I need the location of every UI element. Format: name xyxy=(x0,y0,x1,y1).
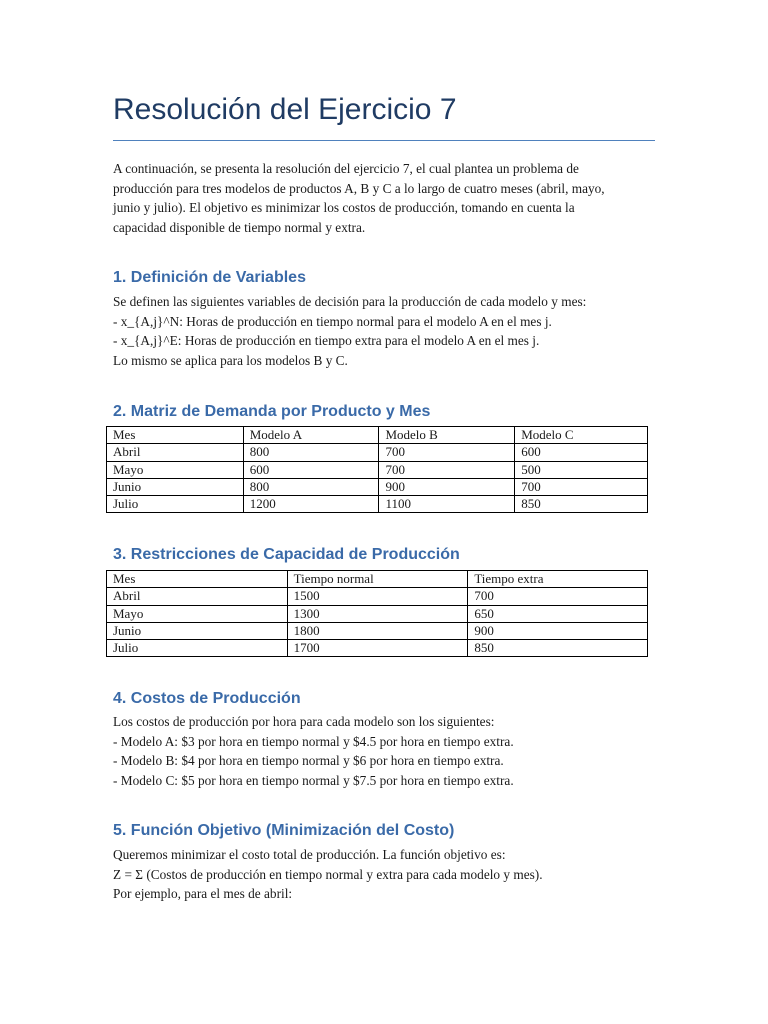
section-4-line: - Modelo A: $3 por hora en tiempo normal y $4.5 por hora en tiempo extra. xyxy=(113,733,514,749)
table-header-row xyxy=(107,571,648,588)
section-5-line: Z = Σ (Costos de producción en tiempo normal y extra para cada modelo y mes). xyxy=(113,866,543,882)
table-row xyxy=(107,444,648,461)
table-cell: Mayo xyxy=(107,605,288,622)
table-cell: 700 xyxy=(515,478,648,495)
table-cell: 1100 xyxy=(379,496,515,513)
table-row xyxy=(107,640,648,657)
table-cell: 500 xyxy=(515,461,648,478)
table-cell: Julio xyxy=(107,496,244,513)
intro-paragraph xyxy=(113,159,653,237)
section-4-line: - Modelo C: $5 por hora en tiempo normal y $7.5 por hora en tiempo extra. xyxy=(113,772,514,788)
capacity-table xyxy=(106,570,648,657)
header-cell: Modelo B xyxy=(379,427,515,444)
section-1-line: - x_{A,j}^E: Horas de producción en tiempo extra para el modelo A en el mes j. xyxy=(113,333,540,348)
section-1-heading: 1. Definición de Variables xyxy=(113,269,306,286)
table-cell: 900 xyxy=(468,622,648,639)
header-cell: Mes xyxy=(107,571,288,588)
table-cell: 650 xyxy=(468,605,648,622)
table-cell: Mayo xyxy=(107,461,244,478)
document-title: Resolución del Ejercicio 7 xyxy=(113,92,655,141)
section-5-body xyxy=(113,845,653,904)
section-1-line: - x_{A,j}^N: Horas de producción en tiempo normal para el modelo A en el mes j. xyxy=(113,313,552,329)
header-cell: Tiempo normal xyxy=(287,571,468,588)
demand-table xyxy=(106,426,648,513)
table-cell: 700 xyxy=(468,588,648,605)
table-cell: Junio xyxy=(107,478,244,495)
intro-line: producción para tres modelos de productos A, B y C a lo largo de cuatro meses (abril, mayo, xyxy=(113,180,605,196)
table-cell: 1200 xyxy=(243,496,379,513)
section-4-body xyxy=(113,712,653,790)
section-1-body xyxy=(113,292,653,370)
intro-line: capacidad disponible de tiempo normal y extra. xyxy=(113,219,366,235)
section-5-line: Por ejemplo, para el mes de abril: xyxy=(113,886,293,901)
table-cell: 1700 xyxy=(287,640,468,657)
table-cell: 850 xyxy=(515,496,648,513)
table-cell: 800 xyxy=(243,444,379,461)
header-cell: Tiempo extra xyxy=(468,571,648,588)
table-cell: 900 xyxy=(379,478,515,495)
table-header-row xyxy=(107,427,648,444)
table-row xyxy=(107,622,648,639)
header-cell: Mes xyxy=(107,427,244,444)
section-1-line: Se definen las siguientes variables de decisión para la producción de cada modelo y mes: xyxy=(113,294,587,309)
table-row xyxy=(107,461,648,478)
table-cell: 600 xyxy=(243,461,379,478)
section-4-heading: 4. Costos de Producción xyxy=(113,690,301,707)
header-cell: Modelo C xyxy=(515,427,648,444)
table-cell: Julio xyxy=(107,640,288,657)
table-cell: 1300 xyxy=(287,605,468,622)
section-2-heading: 2. Matriz de Demanda por Producto y Mes xyxy=(113,403,431,420)
header-cell: Modelo A xyxy=(243,427,379,444)
section-4-line: Los costos de producción por hora para cada modelo son los siguientes: xyxy=(113,714,495,729)
table-cell: 700 xyxy=(379,444,515,461)
table-row xyxy=(107,478,648,495)
section-5-line: Queremos minimizar el costo total de producción. La función objetivo es: xyxy=(113,847,506,862)
section-1-line: Lo mismo se aplica para los modelos B y C. xyxy=(113,352,348,368)
table-cell: 1500 xyxy=(287,588,468,605)
section-4-line: - Modelo B: $4 por hora en tiempo normal y $6 por hora en tiempo extra. xyxy=(113,753,504,768)
section-3-heading: 3. Restricciones de Capacidad de Producción xyxy=(113,546,460,563)
section-5-heading: 5. Función Objetivo (Minimización del Costo) xyxy=(113,822,455,839)
intro-line: A continuación, se presenta la resolución del ejercicio 7, el cual plantea un problema de xyxy=(113,161,579,176)
intro-line: junio y julio). El objetivo es minimizar los costos de producción, tomando en cuenta la xyxy=(113,200,575,215)
table-cell: 1800 xyxy=(287,622,468,639)
table-row xyxy=(107,605,648,622)
table-cell: Junio xyxy=(107,622,288,639)
table-cell: 800 xyxy=(243,478,379,495)
table-row xyxy=(107,496,648,513)
table-row xyxy=(107,588,648,605)
table-cell: Abril xyxy=(107,588,288,605)
table-cell: 600 xyxy=(515,444,648,461)
table-cell: 700 xyxy=(379,461,515,478)
table-cell: 850 xyxy=(468,640,648,657)
table-cell: Abril xyxy=(107,444,244,461)
